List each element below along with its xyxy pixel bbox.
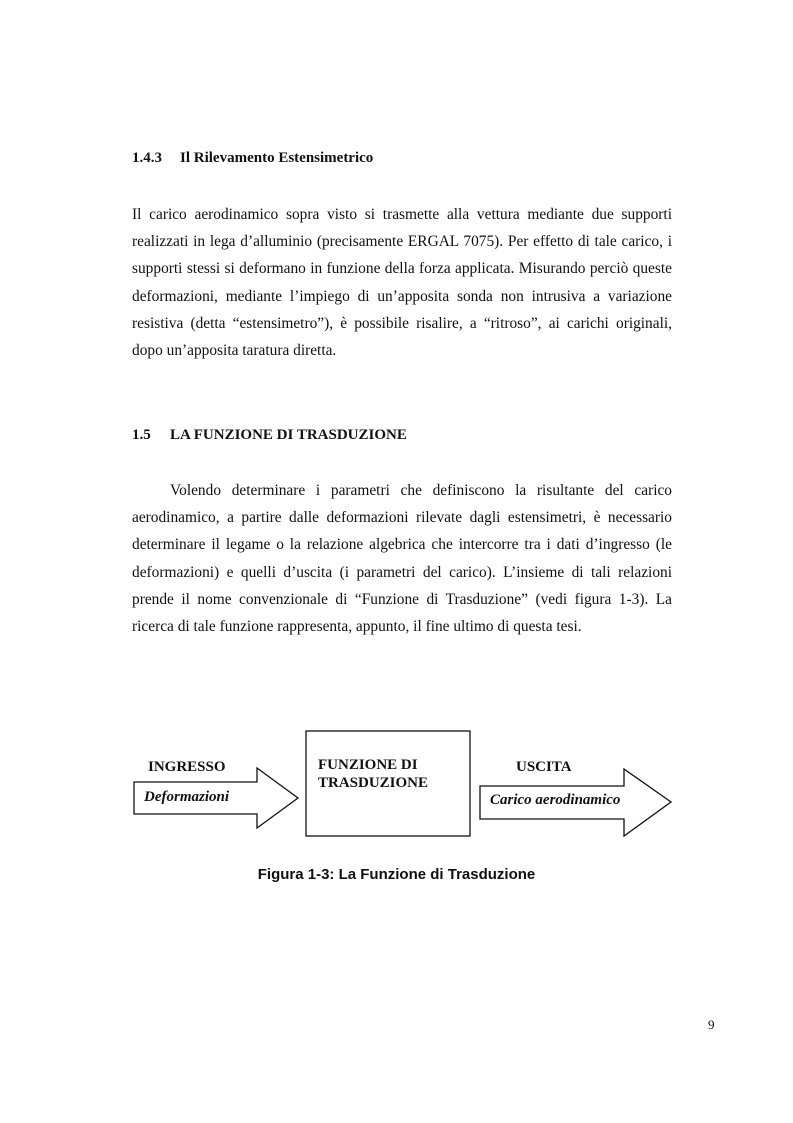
output-label: Carico aerodinamico	[490, 792, 621, 808]
input-title: INGRESSO	[148, 759, 226, 775]
input-label: Deformazioni	[144, 789, 230, 805]
box-label	[318, 756, 458, 792]
box-label-line1: FUNZIONE DI	[318, 757, 418, 773]
paragraph-transduction: Volendo determinare i parametri che definiscono la risultante del carico aerodinamico, a partire dalle deformazioni rilevate dagli estensimetri, è necessario determinare il legame o la relazione algebrica che intercorre tra i dati d’ingresso (le deformazioni) e quelli d’uscita (i parametri del carico). L’insieme di tali relazioni prende il nome convenzionale di “Funzione di Trasduzione” (vedi figura 1-3). La ricerca di tale funzione rappresenta, appunto, il fine ultimo di questa tesi.	[132, 482, 672, 636]
diagram-shapes	[0, 720, 793, 890]
section-heading-1-5	[132, 427, 407, 444]
transduction-diagram	[0, 720, 793, 890]
section-title: Il Rilevamento Estensimetrico	[180, 150, 374, 166]
figure-caption: Figura 1-3: La Funzione di Trasduzione	[257, 866, 536, 883]
section-number: 1.4.3	[132, 150, 162, 166]
section-number: 1.5	[132, 427, 151, 443]
section-title: LA FUNZIONE DI TRASDUZIONE	[170, 427, 407, 443]
page-number: 9	[708, 1017, 715, 1032]
paragraph-strain-gauge: Il carico aerodinamico sopra visto si trasmette alla vettura mediante due supporti realizzati in lega d’alluminio (precisamente ERGAL 7075). Per effetto di tale carico, i supporti stessi si deformano in funzione della forza applicata. Misurando perciò queste deformazioni, mediante l’impiego di un’apposita sonda non intrusiva a variazione resistiva (detta “estensimetro”), è possibile risalire, a “ritroso”, ai carichi originali, dopo un’apposita taratura diretta.	[132, 206, 672, 360]
box-label-line2: TRASDUZIONE	[318, 775, 429, 791]
output-title: USCITA	[516, 759, 572, 775]
section-heading-1-4-3	[132, 150, 373, 167]
